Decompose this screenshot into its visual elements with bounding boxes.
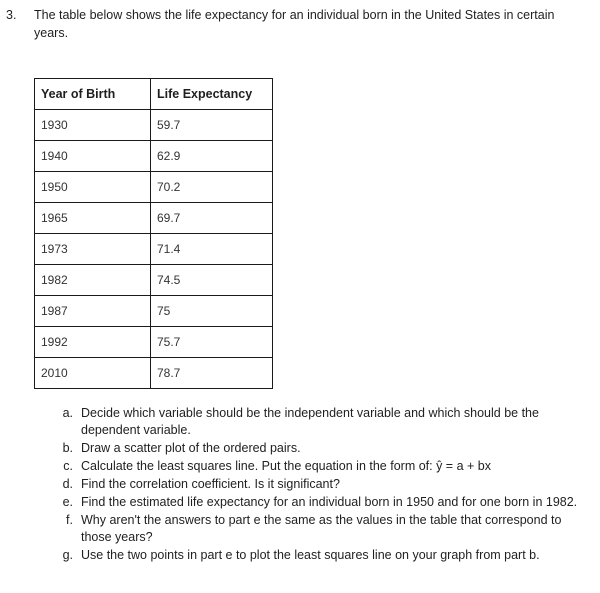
life-expectancy-cell: 78.7 — [151, 358, 273, 389]
table-header-row — [35, 79, 273, 110]
list-item — [0, 476, 600, 493]
problem-text: The table below shows the life expectancy for an individual born in the United States in certain years. — [34, 8, 555, 40]
life-expectancy-cell: 70.2 — [151, 172, 273, 203]
part-text: Use the two points in part e to plot the least squares line on your graph from part b. — [81, 548, 540, 562]
life-expectancy-cell: 71.4 — [151, 234, 273, 265]
table-row — [35, 110, 273, 141]
life-expectancy-cell: 75 — [151, 296, 273, 327]
question-parts-list — [0, 405, 600, 565]
table-row — [35, 141, 273, 172]
life-expectancy-cell: 69.7 — [151, 203, 273, 234]
part-marker: a. — [62, 406, 73, 420]
list-item — [0, 512, 600, 546]
part-text: Decide which variable should be the independent variable and which should be the dependent variable. — [81, 406, 539, 437]
life-expectancy-cell: 59.7 — [151, 110, 273, 141]
year-cell: 1987 — [35, 296, 151, 327]
problem-number: 3. — [6, 8, 17, 22]
year-cell: 2010 — [35, 358, 151, 389]
year-cell: 1930 — [35, 110, 151, 141]
table-row — [35, 234, 273, 265]
list-item — [0, 405, 600, 439]
year-cell: 1992 — [35, 327, 151, 358]
table-row — [35, 358, 273, 389]
table-row — [35, 296, 273, 327]
header-year-of-birth: Year of Birth — [35, 79, 151, 110]
year-cell: 1965 — [35, 203, 151, 234]
list-item — [0, 547, 600, 564]
part-text: Find the correlation coefficient. Is it significant? — [81, 477, 340, 491]
part-marker: g. — [62, 548, 73, 562]
life-expectancy-cell: 74.5 — [151, 265, 273, 296]
header-life-expectancy: Life Expectancy — [151, 79, 273, 110]
list-item — [0, 458, 600, 475]
year-cell: 1950 — [35, 172, 151, 203]
list-item — [0, 494, 600, 511]
part-marker: e. — [62, 495, 73, 509]
life-expectancy-cell: 75.7 — [151, 327, 273, 358]
part-text: Draw a scatter plot of the ordered pairs. — [81, 441, 301, 455]
part-text: Why aren't the answers to part e the same as the values in the table that correspond to those years? — [81, 513, 562, 544]
table-row — [35, 327, 273, 358]
part-marker: b. — [62, 441, 73, 455]
year-cell: 1982 — [35, 265, 151, 296]
life-expectancy-cell: 62.9 — [151, 141, 273, 172]
year-cell: 1940 — [35, 141, 151, 172]
part-text: Find the estimated life expectancy for an individual born in 1950 and for one born in 1982. — [81, 495, 578, 509]
year-cell: 1973 — [35, 234, 151, 265]
table-row — [35, 265, 273, 296]
part-marker: d. — [62, 477, 73, 491]
table-row — [35, 203, 273, 234]
part-marker: f. — [66, 513, 73, 527]
table-row — [35, 172, 273, 203]
life-expectancy-table — [34, 78, 273, 389]
list-item — [0, 440, 600, 457]
part-marker: c. — [63, 459, 73, 473]
part-text: Calculate the least squares line. Put the equation in the form of: ŷ = a + bx — [81, 459, 491, 473]
